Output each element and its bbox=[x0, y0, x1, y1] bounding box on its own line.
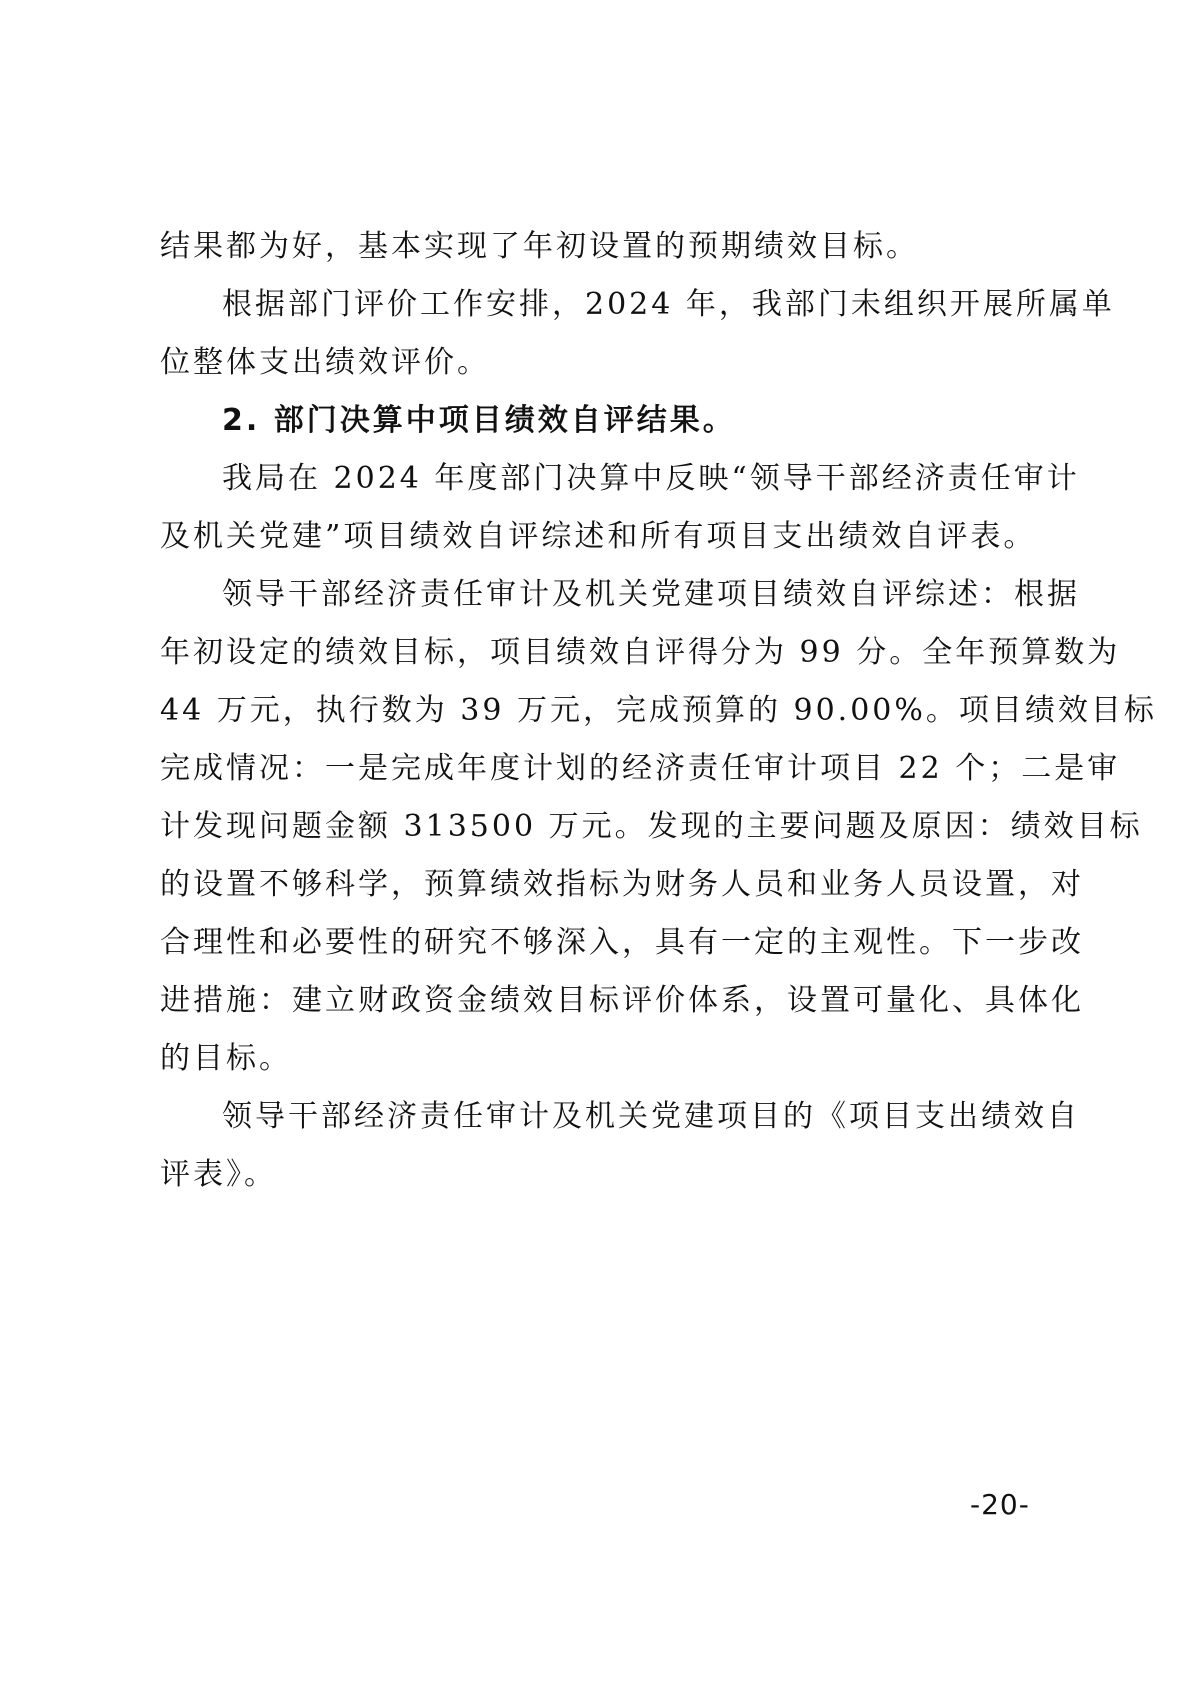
paragraph-line: 领导干部经济责任审计及机关党建项目的《项目支出绩效自 bbox=[222, 1099, 1080, 1134]
paragraph-line: 领导干部经济责任审计及机关党建项目绩效自评综述：根据 bbox=[222, 577, 1080, 612]
paragraph-line: 年初设定的绩效目标，项目绩效自评得分为 99 分。全年预算数为 bbox=[160, 635, 1121, 670]
paragraph-line: 我局在 2024 年度部门决算中反映“领导干部经济责任审计 bbox=[222, 461, 1080, 496]
paragraph-line: 完成情况：一是完成年度计划的经济责任审计项目 22 个；二是审 bbox=[160, 751, 1121, 786]
paragraph-line: 根据部门评价工作安排，2024 年，我部门未组织开展所属单 bbox=[222, 287, 1115, 322]
paragraph-line: 进措施：建立财政资金绩效目标评价体系，设置可量化、具体化 bbox=[160, 983, 1084, 1018]
section-heading: 2. 部门决算中项目绩效自评结果。 bbox=[222, 403, 736, 438]
paragraph-line: 位整体支出绩效评价。 bbox=[160, 345, 490, 380]
document-body bbox=[160, 218, 1157, 1204]
paragraph-line: 及机关党建”项目绩效自评综述和所有项目支出绩效自评表。 bbox=[160, 519, 1037, 554]
paragraph-line: 结果都为好，基本实现了年初设置的预期绩效目标。 bbox=[160, 229, 919, 264]
page-number: -20- bbox=[970, 1488, 1030, 1521]
paragraph-line: 的设置不够科学，预算绩效指标为财务人员和业务人员设置，对 bbox=[160, 867, 1084, 902]
paragraph-line: 计发现问题金额 313500 万元。发现的主要问题及原因：绩效目标 bbox=[160, 809, 1143, 844]
paragraph-line: 评表》。 bbox=[160, 1157, 277, 1192]
paragraph-line: 的目标。 bbox=[160, 1041, 292, 1076]
paragraph-line: 44 万元，执行数为 39 万元，完成预算的 90.00%。项目绩效目标 bbox=[160, 693, 1157, 728]
paragraph-line: 合理性和必要性的研究不够深入，具有一定的主观性。下一步改 bbox=[160, 925, 1084, 960]
